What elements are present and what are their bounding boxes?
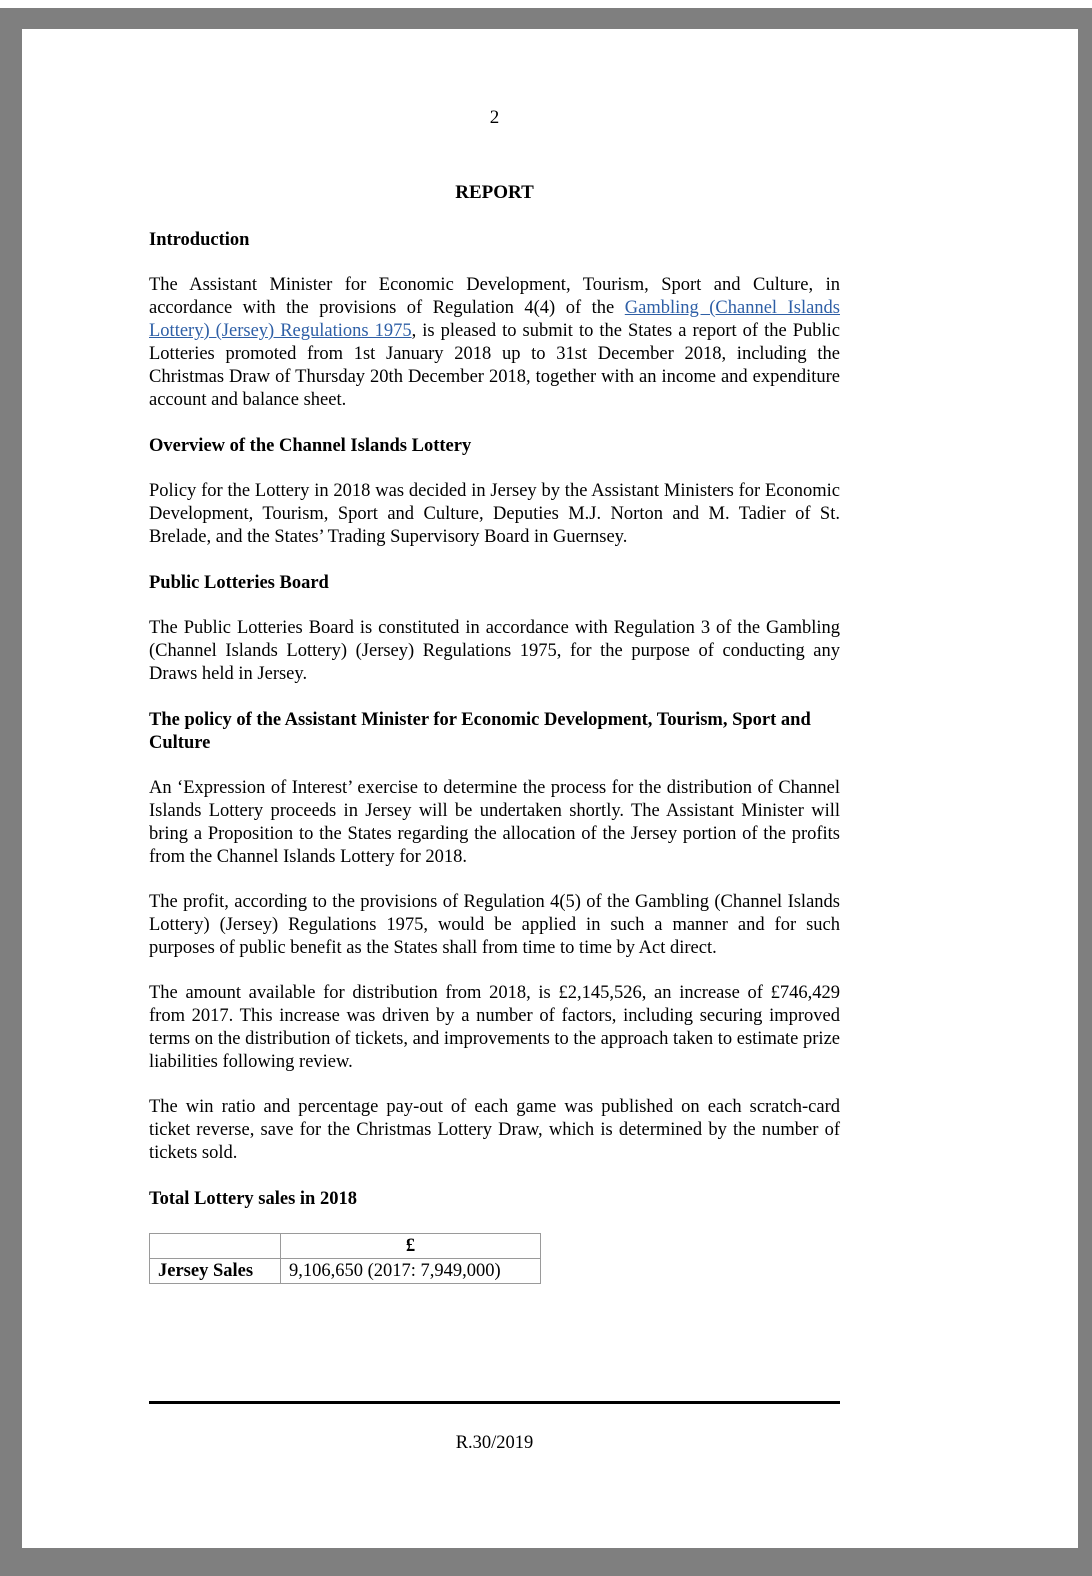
paragraph-policy-3: The amount available for distribution from 2018, is £2,145,526, an increase of £746,429 from 2017. This increase was driven by a number of factors, including securing improved terms on the distribution of tickets, and improvements to the approach taken to estimate prize liabilities following review.	[149, 983, 840, 1072]
report-title: REPORT	[455, 182, 534, 203]
jersey-sales-value: 9,106,650 (2017: 7,949,000)	[281, 1259, 541, 1284]
heading-policy: The policy of the Assistant Minister for Economic Development, Tourism, Sport and Culture	[149, 710, 811, 753]
heading-total-sales: Total Lottery sales in 2018	[149, 1189, 357, 1209]
introduction-text-end: , is pleased to submit to the States a report of the Public Lotteries promoted from 1st January 2018 up to 31st December 2018, including the Christmas Draw of Thursday 20th December 2018, together with an income and expenditure account and balance sheet.	[149, 321, 840, 410]
table-row	[150, 1259, 541, 1284]
page-number: 2	[489, 107, 500, 128]
heading-public-lotteries-board: Public Lotteries Board	[149, 573, 329, 593]
heading-introduction: Introduction	[149, 230, 250, 250]
introduction-text-start: The Assistant Minister for Economic Development, Tourism, Sport and Culture, in accordance with the provisions of Regulation 4(4) of the	[149, 275, 840, 318]
regulations-link[interactable]: Gambling (Channel Islands Lottery) (Jersey) Regulations 1975	[149, 298, 840, 341]
table-currency-header: £	[281, 1234, 541, 1259]
paragraph-policy-4: The win ratio and percentage pay-out of each game was published on each scratch-card ticket reverse, save for the Christmas Lottery Draw, which is determined by the number of tickets sold.	[149, 1097, 840, 1163]
table-header-empty-cell	[150, 1234, 281, 1259]
sales-table	[149, 1233, 541, 1284]
paragraph-policy-1: An ‘Expression of Interest’ exercise to determine the process for the distribution of Channel Islands Lottery proceeds in Jersey will be undertaken shortly. The Assistant Minister will bring a Proposition to the States regarding the allocation of the Jersey portion of the profits from the Channel Islands Lottery for 2018.	[149, 778, 840, 867]
document-page	[22, 29, 1078, 1548]
heading-overview: Overview of the Channel Islands Lottery	[149, 436, 472, 456]
paragraph-overview: Policy for the Lottery in 2018 was decided in Jersey by the Assistant Ministers for Economic Development, Tourism, Sport and Culture, Deputies M.J. Norton and M. Tadier of St. Brelade, and the States’ Trading Supervisory Board in Guernsey.	[149, 481, 840, 547]
footer-divider	[149, 1401, 840, 1404]
paragraph-public-lotteries-board: The Public Lotteries Board is constituted in accordance with Regulation 3 of the Gambling (Channel Islands Lottery) (Jersey) Regulations 1975, for the purpose of conducting any Draws held in Jersey.	[149, 618, 840, 684]
viewer-top-edge	[0, 0, 1092, 8]
paragraph-policy-2: The profit, according to the provisions of Regulation 4(5) of the Gambling (Channel Islands Lottery) (Jersey) Regulations 1975, would be applied in such a manner and for such purposes of public benefit as the States shall from time to time by Act direct.	[149, 892, 840, 958]
jersey-sales-label: Jersey Sales	[150, 1259, 281, 1284]
footer-reference: R.30/2019	[455, 1433, 534, 1453]
table-header-row	[150, 1234, 541, 1259]
paragraph-introduction	[149, 274, 840, 412]
